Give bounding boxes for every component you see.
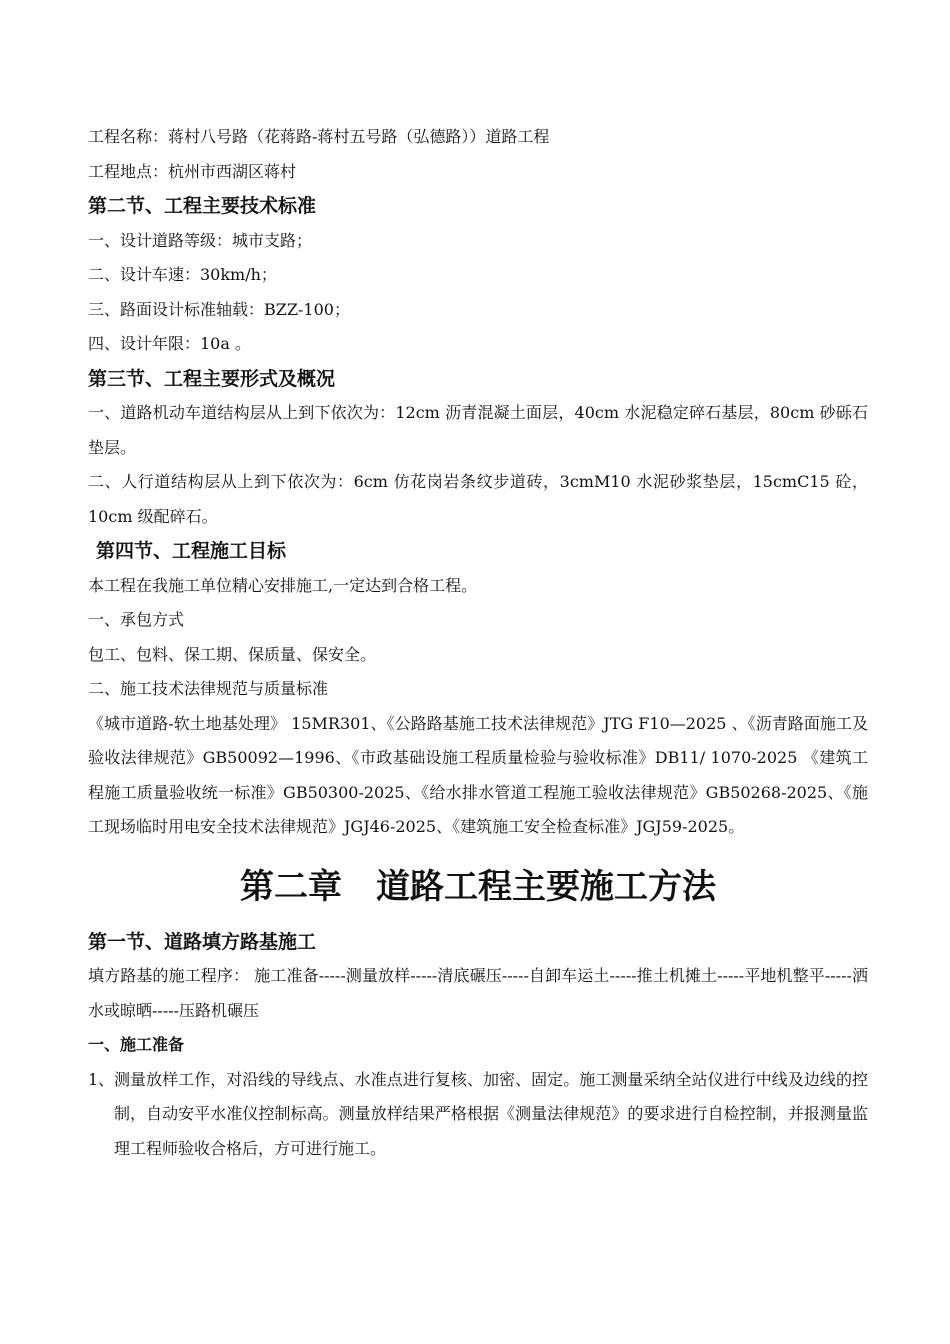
standards-list: 《城市道路-软土地基处理》 15MR301、《公路路基施工技术法律规范》JTG F10—2025 、《沥青路面施工及验收法律规范》GB50092—1996、《市政基础设施工程质量检验与验收标准》DB11/ 1070-2025 《建筑工程施工质量验收统一标准》GB50300-2025、《给水排水管道工程施工验收法律规范》GB50268-2025、《施工现场临时用电安全技术法律规范》JGJ46-2025、《建筑施工安全检查标准》JGJ59-2025。 (88, 713, 868, 836)
chapter-name: 道路工程主要施工方法 (376, 866, 716, 907)
standard-item: 一、设计道路等级：城市支路； (88, 230, 313, 250)
item-number: 1、 (88, 1069, 115, 1089)
section-heading: 第一节、道路填方路基施工 (88, 930, 317, 953)
project-location: 工程地点：杭州市西湖区蒋村 (88, 161, 297, 181)
paragraph: 本工程在我施工单位精心安排施工,一定达到合格工程。 (88, 575, 478, 595)
section-heading: 第二节、工程主要技术标准 (88, 195, 317, 217)
paragraph: 一、道路机动车道结构层从上到下依次为：12cm 沥青混凝土面层，40cm 水泥稳定碎石基层，80cm 砂砾石垫层。 (88, 403, 868, 457)
paragraph: 填方路基的施工程序： 施工准备-----测量放样-----清底碾压-----自卸车运土-----推土机摊土-----平地机整平-----洒水或晾晒-----压路机碾压 (88, 966, 868, 1020)
project-name: 工程名称：蒋村八号路（花蒋路-蒋村五号路（弘德路））道路工程 (88, 127, 550, 146)
chapter-number: 第二章 (240, 866, 342, 907)
paragraph: 包工、包料、保工期、保质量、保安全。 (88, 644, 377, 664)
standard-item: 四、设计年限：10a 。 (88, 334, 251, 353)
section-heading: 第四节、工程施工目标 (96, 540, 287, 562)
subheading: 二、施工技术法律规范与质量标准 (88, 679, 329, 698)
numbered-item (88, 1063, 868, 1167)
paragraph: 二、人行道结构层从上到下依次为：6cm 仿花岗岩条纹步道砖，3cmM10 水泥砂浆垫层，15cmC15 砼，10cm 级配碎石。 (88, 472, 868, 526)
subheading: 一、施工准备 (88, 1035, 185, 1054)
standard-item: 二、设计车速：30km/h； (88, 265, 277, 284)
document-body (88, 120, 868, 1166)
chapter-title (88, 867, 868, 907)
section-heading: 第三节、工程主要形式及概况 (88, 367, 336, 390)
standard-item: 三、路面设计标准轴载：BZZ-100； (88, 299, 350, 319)
item-text: 测量放样工作，对沿线的导线点、水准点进行复核、加密、固定。施工测量采纳全站仪进行中线及边线的控制，自动安平水准仪控制标高。测量放样结果严格根据《测量法律规范》的要求进行自检控制，并报测量监理工程师验收合格后，方可进行施工。 (114, 1069, 868, 1158)
subheading: 一、承包方式 (88, 610, 185, 629)
